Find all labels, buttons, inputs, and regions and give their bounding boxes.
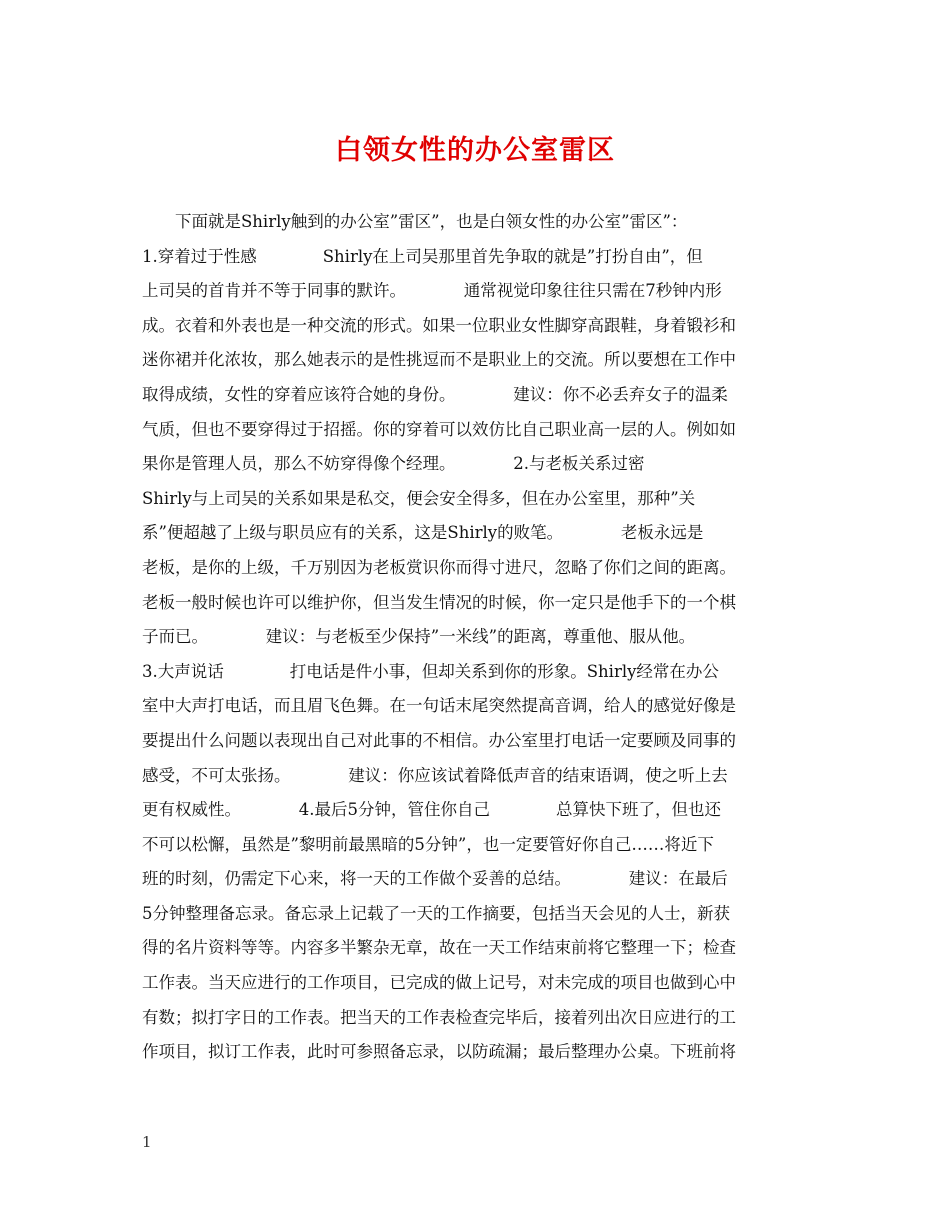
body-line: 老板，是你的上级，千万别因为老板赏识你而得寸进尺，忽略了你们之间的距离。 bbox=[142, 557, 736, 577]
body-line: 班的时刻，仍需定下心来，将一天的工作做个妥善的总结。 建议：在最后 bbox=[142, 869, 728, 889]
body-line: 5分钟整理备忘录。备忘录上记载了一天的工作摘要，包括当天会见的人士，新获 bbox=[142, 903, 730, 923]
body-line: 要提出什么问题以表现出自己对此事的不相信。办公室里打电话一定要顾及同事的 bbox=[142, 730, 736, 750]
body-line: 迷你裙并化浓妆，那么她表示的是性挑逗而不是职业上的交流。所以要想在工作中 bbox=[142, 350, 736, 370]
body-line: 1.穿着过于性感 Shirly在上司吴那里首先争取的就是”打扮自由”，但 bbox=[142, 246, 703, 266]
body-line: 果你是管理人员，那么不妨穿得像个经理。 2.与老板关系过密 bbox=[142, 454, 645, 474]
body-line: 成。衣着和外表也是一种交流的形式。如果一位职业女性脚穿高跟鞋，身着锻衫和 bbox=[142, 315, 736, 335]
body-line: 不可以松懈，虽然是”黎明前最黑暗的5分钟”，也一定要管好你自己……将近下 bbox=[142, 834, 714, 854]
body-line: 更有权威性。 4.最后5分钟，管住你自己 总算快下班了，但也还 bbox=[142, 800, 721, 820]
body-line: 下面就是Shirly触到的办公室”雷区”，也是白领女性的办公室”雷区”： bbox=[142, 212, 688, 231]
body-line: Shirly与上司吴的关系如果是私交，便会安全得多，但在办公室里，那种”关 bbox=[142, 488, 696, 508]
body-line: 老板一般时候也许可以维护你，但当发生情况的时候，你一定只是他手下的一个棋 bbox=[142, 592, 736, 612]
body-line: 作项目，拟订工作表，此时可参照备忘录，以防疏漏；最后整理办公桌。下班前将 bbox=[142, 1042, 736, 1062]
page-number: 1 bbox=[142, 1133, 152, 1151]
body-line: 工作表。当天应进行的工作项目，已完成的做上记号，对未完成的项目也做到心中 bbox=[142, 973, 736, 993]
body-line: 系”便超越了上级与职员应有的关系，这是Shirly的败笔。 老板永远是 bbox=[142, 523, 704, 543]
body-line: 室中大声打电话，而且眉飞色舞。在一句话末尾突然提高音调，给人的感觉好像是 bbox=[142, 696, 736, 716]
document-body bbox=[142, 205, 812, 1070]
body-line: 感受，不可太张扬。 建议：你应该试着降低声音的结束语调，使之听上去 bbox=[142, 765, 728, 785]
document-title: 白领女性的办公室雷区 bbox=[335, 135, 615, 166]
body-line: 有数；拟打字日的工作表。把当天的工作表检查完毕后，接着列出次日应进行的工 bbox=[142, 1007, 736, 1027]
body-line: 上司吴的首肯并不等于同事的默许。 通常视觉印象往往只需在7秒钟内形 bbox=[142, 281, 722, 301]
body-line: 3.大声说话 打电话是件小事，但却关系到你的形象。Shirly经常在办公 bbox=[142, 661, 719, 681]
body-line: 子而已。 建议：与老板至少保持”一米线”的距离，尊重他、服从他。 bbox=[142, 627, 696, 647]
body-line: 取得成绩，女性的穿着应该符合她的身份。 建议：你不必丢弃女子的温柔 bbox=[142, 384, 728, 404]
body-line: 气质，但也不要穿得过于招摇。你的穿着可以效仿比自己职业高一层的人。例如如 bbox=[142, 419, 736, 439]
body-line: 得的名片资料等等。内容多半繁杂无章，故在一天工作结束前将它整理一下；检查 bbox=[142, 938, 736, 958]
